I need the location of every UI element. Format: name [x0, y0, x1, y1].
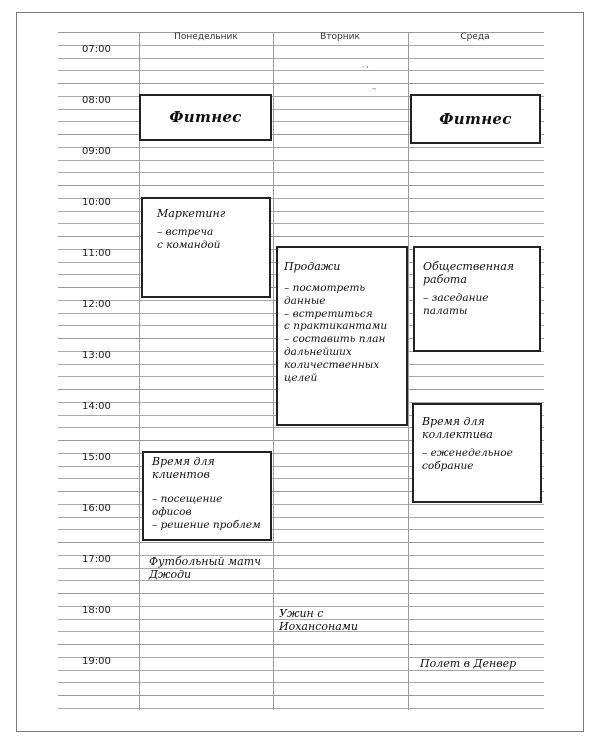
- event-item: – решение проблем: [152, 518, 261, 531]
- time-label-1000: 10:00: [82, 197, 111, 208]
- event-item: с практикантами: [284, 320, 388, 333]
- event-client-time[interactable]: [142, 451, 272, 541]
- grid-row-line: [58, 644, 544, 645]
- event-fitness-monday[interactable]: [139, 94, 272, 141]
- event-item: с командой: [157, 238, 221, 251]
- grid-row-line: [58, 517, 544, 518]
- event-title: Маркетинг: [157, 207, 226, 220]
- event-item: – составить план: [284, 333, 386, 346]
- event-marketing[interactable]: [141, 197, 271, 298]
- time-label-1600: 16:00: [82, 503, 111, 514]
- event-item: – заседание: [423, 292, 489, 304]
- note-football-match: Футбольный матч Джоди: [149, 555, 262, 581]
- event-title: Время для коллектива: [422, 415, 493, 441]
- grid-row-line: [58, 160, 544, 161]
- event-title: Фитнес: [169, 108, 242, 126]
- note-dinner: Ужин с Иохансонами: [279, 607, 359, 633]
- grid-column-divider: [273, 32, 274, 710]
- day-header-tuesday: Вторник: [320, 32, 360, 42]
- event-public-work[interactable]: [413, 246, 541, 352]
- event-team-time[interactable]: [412, 403, 542, 503]
- grid-row-line: [58, 211, 544, 212]
- event-item: дальнейших: [284, 345, 352, 358]
- grid-row-line: [58, 682, 544, 683]
- event-item: данные: [284, 294, 326, 307]
- event-fitness-wednesday[interactable]: [410, 94, 541, 144]
- time-label-1300: 13:00: [82, 350, 111, 361]
- event-title: Продажи: [284, 260, 341, 273]
- time-label-0900: 09:00: [82, 146, 111, 157]
- grid-row-line: [58, 45, 544, 46]
- grid-row-line: [58, 83, 544, 84]
- grid-row-line: [58, 236, 544, 237]
- time-label-0700: 07:00: [82, 44, 111, 55]
- event-sales[interactable]: [276, 246, 408, 426]
- event-item: количественных: [284, 358, 380, 371]
- pencil-scribble-mark: ⸳ ⸴: [362, 61, 369, 70]
- event-title: Общественная работа: [423, 260, 515, 286]
- day-header-monday: Понедельник: [174, 32, 238, 42]
- grid-column-divider: [408, 32, 409, 710]
- grid-row-line: [58, 185, 544, 186]
- event-item: собрание: [422, 459, 474, 472]
- time-label-1500: 15:00: [82, 452, 111, 463]
- event-item: – встретиться: [284, 307, 373, 320]
- note-flight: Полет в Денвер: [420, 657, 517, 670]
- pencil-scribble-mark: ⸳⸴: [372, 83, 377, 92]
- day-header-wednesday: Среда: [460, 32, 490, 42]
- grid-row-line: [58, 58, 544, 59]
- event-title: Фитнес: [439, 109, 512, 128]
- grid-row-line: [58, 695, 544, 696]
- event-title: Время для клиентов: [152, 455, 215, 481]
- grid-row-line: [58, 198, 544, 199]
- time-label-1100: 11:00: [82, 248, 111, 259]
- grid-row-line: [58, 504, 544, 505]
- time-label-1700: 17:00: [82, 554, 111, 565]
- grid-row-line: [58, 593, 544, 594]
- time-label-1900: 19:00: [82, 656, 111, 667]
- grid-row-line: [58, 70, 544, 71]
- grid-row-line: [58, 580, 544, 581]
- event-item: – посмотреть: [284, 282, 366, 294]
- grid-row-line: [58, 568, 544, 569]
- event-item: палаты: [423, 304, 468, 317]
- event-item: – еженедельное: [422, 447, 513, 459]
- grid-row-line: [58, 529, 544, 530]
- event-item: – встреча: [157, 226, 214, 238]
- grid-row-line: [58, 708, 544, 709]
- time-label-1800: 18:00: [82, 605, 111, 616]
- grid-row-line: [58, 555, 544, 556]
- event-item: целей: [284, 371, 318, 384]
- grid-row-line: [58, 542, 544, 543]
- time-label-1400: 14:00: [82, 401, 111, 412]
- grid-row-line: [58, 172, 544, 173]
- event-item: офисов: [152, 505, 192, 518]
- grid-row-line: [58, 147, 544, 148]
- event-item: – посещение: [152, 493, 223, 505]
- time-label-0800: 08:00: [82, 95, 111, 106]
- time-label-1200: 12:00: [82, 299, 111, 310]
- grid-row-line: [58, 223, 544, 224]
